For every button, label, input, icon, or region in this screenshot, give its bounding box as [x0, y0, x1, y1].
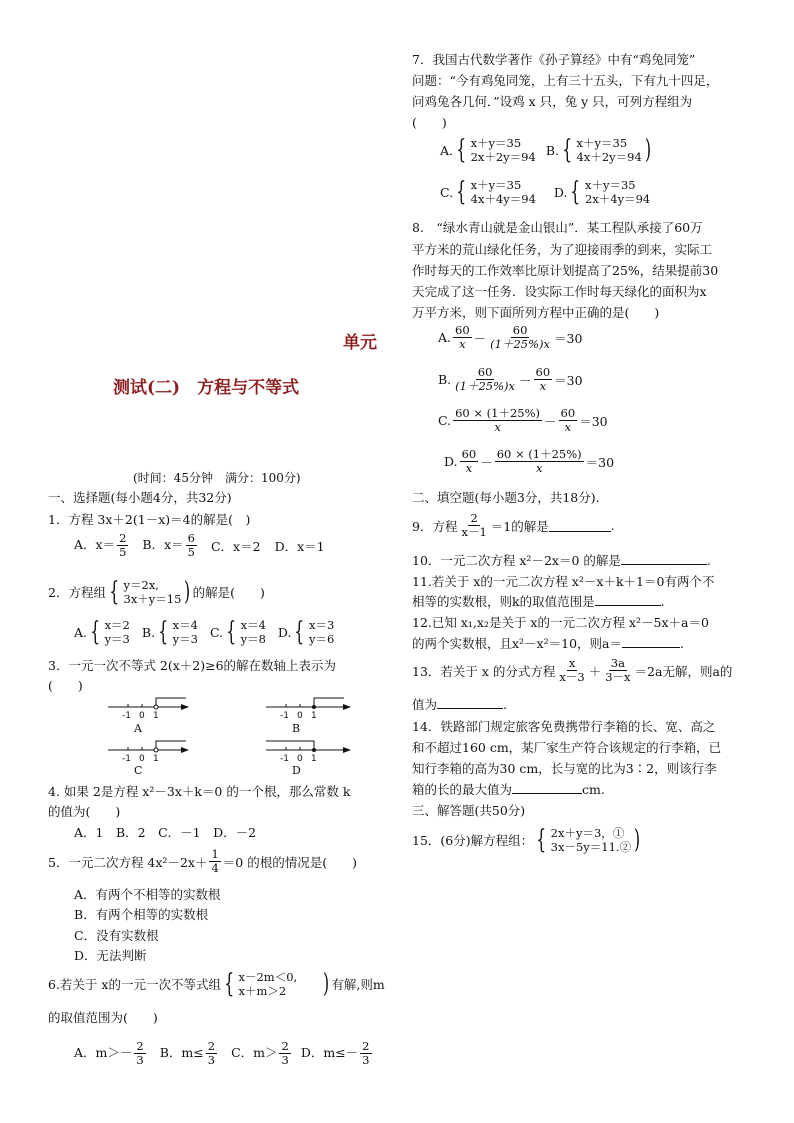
section-2-heading: 二、填空题(每小题3分，共18分). [412, 490, 600, 505]
q10-answer-blank[interactable] [621, 552, 707, 565]
q8-option-b: B. $\frac{60}{(1+25\%)x}$ － $\frac{60}{x}$ ＝30 [438, 365, 583, 393]
q11-line1: 11.若关于 x的一元二次方程 x²－x＋k＋1＝0有两个不 [412, 574, 715, 589]
q11-line2: 相等的实数根，则k的取值范围是 . [412, 594, 665, 609]
q3-paren: ( ) [48, 678, 83, 693]
q3-b-tick-1: 1 [311, 711, 317, 721]
q1-option-d: D．x＝1 [274, 538, 325, 554]
q8-option-d: D. $\frac{60}{x}$ － $\frac{60 \times (1+25\%)}{x}$ ＝30 [444, 447, 615, 475]
q3-d-tick-0: 0 [297, 754, 303, 764]
q14-line4: 箱的长的最大值为 cm. [412, 782, 605, 797]
q6-options [74, 1040, 374, 1067]
q3-d-tick-neg1: -1 [280, 754, 289, 764]
q3-c-tick-1: 1 [153, 754, 159, 764]
q6-stem-line2: 的取值范围为( ) [48, 1010, 158, 1025]
q6-option-a: A．m＞－ $\frac{2}{3}$ [74, 1039, 144, 1067]
q3-a-tick-neg1: -1 [122, 711, 131, 721]
q14-line2: 和不超过160 cm，某厂家生产符合该规定的行李箱，已 [412, 740, 722, 755]
q2-option-a: A. { x＝2 y＝3 [74, 617, 130, 647]
q1-stem: 1．方程 3x＋2(1－x)＝4的解是( ) [48, 512, 251, 527]
q13-line2: 值为 . [412, 697, 507, 712]
q12-line1: 12.已知 x₁,x₂是关于 x的一元二次方程 x²－5x＋a＝0 [412, 615, 709, 630]
q3-c-tick-0: 0 [139, 754, 145, 764]
q7-line1: 7．我国古代数学著作《孙子算经》中有“鸡兔同笼” [412, 52, 696, 67]
q7-option-b: B. { x＋y＝35 4x＋2y＝94 ) [545, 135, 651, 165]
q3-line-c [108, 741, 188, 752]
q7-line3: 问鸡兔各几何．”设鸡 x 只，兔 y 只，可列方程组为 [412, 94, 693, 109]
q14-line1: 14．铁路部门规定旅客免费携带行李箱的长、宽、高之 [412, 719, 716, 734]
q1-option-a: A．x＝ $\frac{2}{5}$ [74, 531, 127, 559]
q3-b-tick-0: 0 [297, 711, 303, 721]
q14-answer-blank[interactable] [512, 781, 582, 794]
q3-b-tick-neg1: -1 [280, 711, 289, 721]
q6-stem: 6.若关于 x的一元一次不等式组 { x－2m＜0, x＋m＞2 ) 有解,则m [48, 969, 385, 999]
q8-option-a: A. $\frac{60}{x}$ － $\frac{60}{(1+25\%)x}$ ＝30 [438, 323, 583, 351]
q5-option-c: C．没有实数根 [74, 928, 159, 943]
q5-option-d: D．无法判断 [74, 948, 147, 963]
q8-line2: 平方米的荒山绿化任务，为了迎接雨季的到来，实际工 [412, 242, 713, 257]
q3-number-lines [100, 694, 360, 776]
q8-line1: 8. “绿水青山就是金山银山”．某工程队承接了60万 [412, 220, 703, 235]
q1-option-b: B．x＝ $\frac{6}{5}$ [142, 531, 195, 559]
q2-option-b: B. { x＝4 y＝3 [141, 617, 198, 647]
q6-option-d: D．m≤－ $\frac{2}{3}$ [300, 1039, 370, 1067]
q7-option-a: A. { x＋y＝35 2x＋2y＝94 [440, 135, 536, 165]
q8-line5: 万平方米，则下面所列方程中正确的是( ) [412, 305, 660, 320]
q14-line3: 知行李箱的高为30 cm，长与宽的比为3∶2，则该行李 [412, 761, 717, 776]
q10: 10．一元二次方程 x²－2x＝0 的解是 . [412, 553, 711, 568]
q7-options-row2 [440, 178, 650, 206]
q3-c-tick-neg1: -1 [122, 754, 131, 764]
q4-stem-line1: 4. 如果 2是方程 x²－3x＋k＝0 的一个根，那么常数 k [48, 784, 351, 799]
q2-option-d: D. { x＝3 y＝6 [277, 617, 335, 647]
q9: 9．方程 $\frac{2}{x-1}$ ＝1的解是 . [412, 511, 615, 539]
page-title: 测试(二) 方程与不等式 [113, 378, 300, 398]
q7-options-row1 [440, 136, 653, 164]
exam-meta: (时间：45分钟 满分：100分) [133, 471, 301, 485]
q8-option-c: C. $\frac{60 \times (1+25\%)}{x}$ － $\frac{60}{x}$ ＝30 [438, 406, 608, 434]
section-1-heading: 一、选择题(每小题4分，共32分) [48, 490, 232, 505]
q7-line4: ( ) [412, 115, 447, 130]
q3-stem: 3．一元一次不等式 2(x＋2)≥6的解在数轴上表示为 [48, 658, 337, 673]
q1-options [74, 532, 325, 559]
q15: 15．(6分)解方程组： { 2x＋y＝3，① 3x－5y＝11.② ) [412, 825, 641, 855]
q13-line1: 13．若关于 x 的分式方程 $\frac{x}{x-3}$ ＋ $\frac{3a}{3-x}$ ＝2a无解，则a的 [412, 656, 733, 684]
q3-label-c: C [134, 764, 143, 776]
q3-label-b: B [292, 722, 301, 735]
title-line1: 单元 [343, 333, 377, 353]
q3-label-a: A [134, 722, 142, 735]
q6-option-c: C．m＞ $\frac{2}{3}$ [231, 1039, 289, 1067]
q12-line2: 的两个实数根，且x²－x²＝10，则a＝ . [412, 636, 684, 651]
q12-answer-blank[interactable] [622, 635, 680, 648]
q11-answer-blank[interactable] [595, 593, 661, 606]
q1-option-c: C．x＝2 [210, 538, 261, 554]
q7-option-d: D. { x＋y＝35 2x＋4y＝94 [553, 177, 651, 207]
q3-line-d [266, 741, 350, 752]
q5-option-b: B．有两个相等的实数根 [74, 907, 209, 922]
q7-option-c: C. { x＋y＝35 4x＋4y＝94 [440, 177, 536, 207]
q2-stem: 2．方程组 { y＝2x, 3x＋y＝15 ) 的解是( ) [48, 577, 265, 607]
q2-option-c: C. { x＝4 y＝8 [209, 617, 266, 647]
q4-stem-line2: 的值为( ) [48, 804, 121, 819]
q4-options: A．1 B．2 C．－1 D．－2 [74, 825, 257, 840]
q7-line2: 问题：“今有鸡兔同笼，上有三十五头，下有九十四足， [412, 73, 719, 88]
q9-answer-blank[interactable] [549, 519, 611, 532]
q5-option-a: A．有两个不相等的实数根 [74, 887, 221, 902]
q6-option-b: B．m≤ $\frac{2}{3}$ [159, 1039, 216, 1067]
q3-line-a [108, 698, 188, 709]
q2-options [74, 618, 334, 646]
q3-a-tick-1: 1 [153, 711, 159, 721]
q13-answer-blank[interactable] [437, 696, 503, 709]
q3-line-b [266, 698, 350, 709]
q8-line4: 天完成了这一任务．设实际工作时每天绿化的面积为x [412, 284, 707, 299]
q3-label-d: D [292, 764, 301, 776]
q3-a-tick-0: 0 [139, 711, 145, 721]
q3-d-tick-1: 1 [311, 754, 317, 764]
q5-stem: 5．一元二次方程 4x²－2x＋ $\frac{1}{4}$ ＝0 的根的情况是( ) [48, 847, 357, 875]
q8-line3: 作时每天的工作效率比原计划提高了25%，结果提前30 [412, 263, 719, 278]
section-3-heading: 三、解答题(共50分) [412, 803, 526, 818]
